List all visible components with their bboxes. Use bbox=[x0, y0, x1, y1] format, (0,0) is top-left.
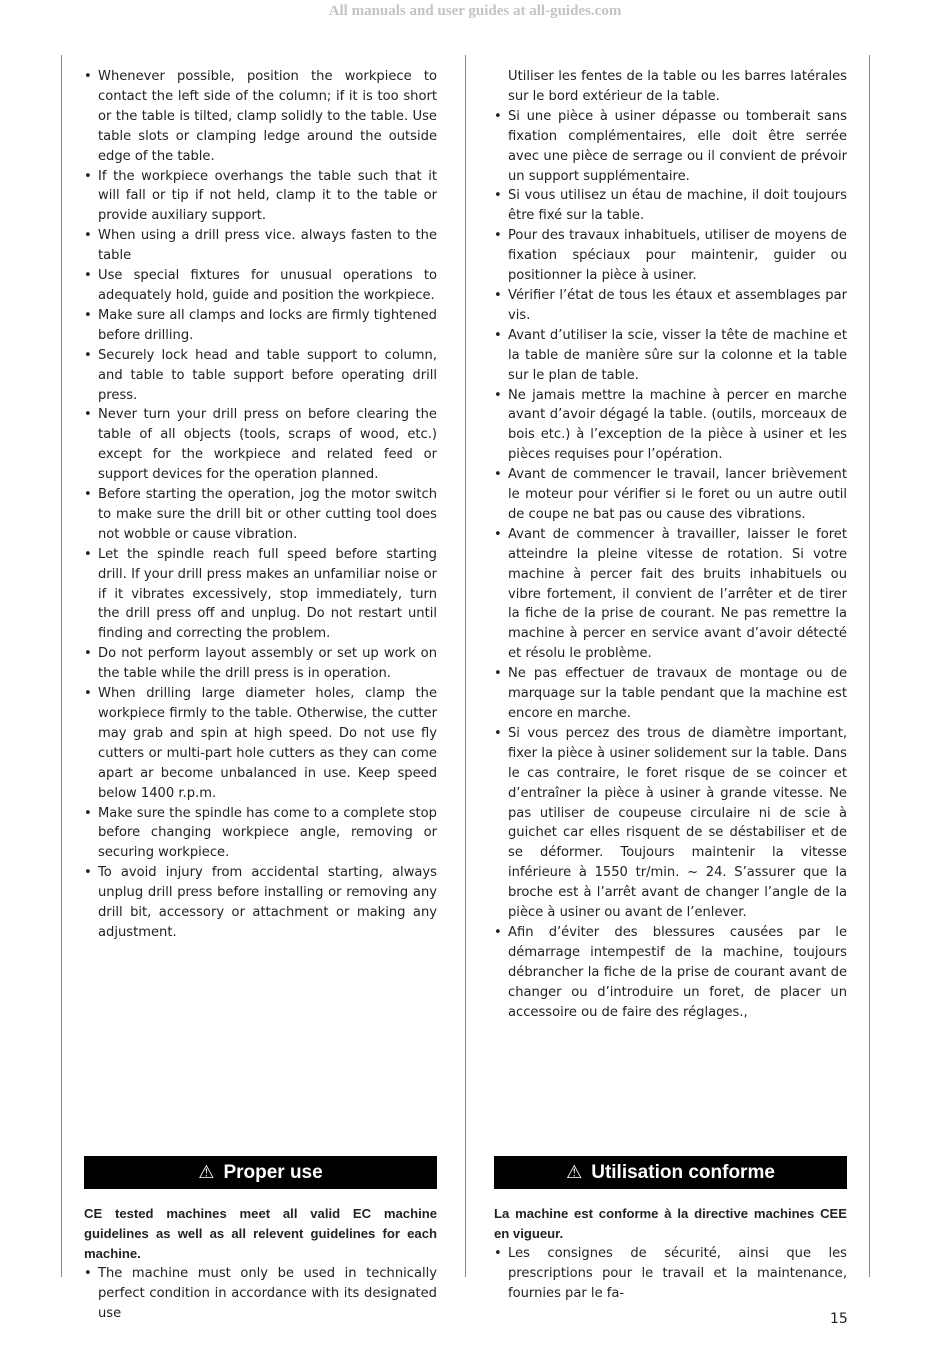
list-item bbox=[84, 1264, 437, 1324]
list-item bbox=[84, 226, 437, 266]
bullet: • bbox=[84, 805, 92, 821]
list-item bbox=[84, 644, 437, 684]
bullet: • bbox=[494, 526, 502, 542]
list-item bbox=[84, 67, 437, 167]
bullet: • bbox=[84, 865, 92, 881]
list-item bbox=[494, 465, 847, 525]
bullet: • bbox=[494, 666, 502, 682]
section-intro: CE tested machines meet all valid EC machine guidelines as well as all relevent guidelines for each machine. bbox=[84, 1206, 437, 1261]
list-item bbox=[494, 525, 847, 664]
list-item bbox=[494, 1244, 847, 1304]
list-item-text: If the workpiece overhangs the table such that it will fall or tip if not held, clamp it to the table or provide auxiliary support. bbox=[98, 168, 437, 224]
left-margin-rule bbox=[61, 55, 62, 1277]
bullet: • bbox=[84, 646, 92, 662]
list-item-text: Never turn your drill press on before clearing the table of all objects (tools, scraps of wood, etc.) except for the workpiece and related feed or support devices for the operation planned. bbox=[98, 407, 437, 483]
bullet: • bbox=[84, 347, 92, 363]
list-item bbox=[84, 167, 437, 227]
proper-use-banner bbox=[84, 1156, 437, 1189]
list-item-text: When using a drill press vice. always fasten to the table bbox=[98, 228, 437, 264]
section-heading: Proper use bbox=[223, 1161, 323, 1183]
section-intro: La machine est conforme à la directive machines CEE en vigueur. bbox=[494, 1206, 847, 1241]
list-item bbox=[84, 266, 437, 306]
bullet: • bbox=[494, 108, 502, 124]
list-item-text: Before starting the operation, jog the motor switch to make sure the drill bit or other cutting tool does not wobble or cause vibration. bbox=[98, 487, 437, 542]
bullet: • bbox=[494, 725, 502, 741]
utilisation-conforme-banner bbox=[494, 1156, 847, 1189]
right-bullet-list bbox=[494, 107, 847, 1023]
list-item-text: Les consignes de sécurité, ainsi que les prescriptions pour le travail et la maintenance, fournies par le fa- bbox=[508, 1245, 847, 1301]
list-item bbox=[494, 186, 847, 226]
bullet: • bbox=[84, 407, 92, 423]
list-item-text: Make sure the spindle has come to a complete stop before changing workpiece angle, removing or securing workpiece. bbox=[98, 805, 437, 861]
watermark: All manuals and user guides at all-guides.com bbox=[328, 3, 622, 19]
list-item-text: Ne jamais mettre la machine à percer en marche avant d’avoir dégagé la table. (outils, morceaux de bois etc.) à l’exception de la pièce à usiner et les pièces requises pour l’opération. bbox=[508, 387, 847, 463]
list-item bbox=[84, 306, 437, 346]
bullet: • bbox=[84, 69, 92, 84]
list-item-text: Let the spindle reach full speed before starting drill. If your drill press makes an unfamiliar noise or if it vibrates excessively, stop immediately, turn the drill press off and unplug. Do not restart until finding and correcting the problem. bbox=[98, 546, 437, 642]
section-heading: Utilisation conforme bbox=[591, 1161, 775, 1183]
list-item-text: Avant d’utiliser la scie, visser la tête de machine et la table de manière sûre sur la colonne et la table sur le plan de table. bbox=[508, 327, 847, 383]
list-item bbox=[84, 545, 437, 645]
bullet: • bbox=[494, 287, 502, 303]
list-item-text: Si vous percez des trous de diamètre important, fixer la pièce à usiner solidement sur la table. Dans le cas contraire, le foret risque de se coincer et d’entraîner la pièce à usiner à grande vitesse. Ne pas utiliser de coupeuse circulaire ni de scie à guichet car elles risquent de se déstabiliser et de se déformer. Toujours maintenir la vitesse inférieure à 1550 tr/min. ~ 24. S’assurer que la broche est à l’arrêt avant de changer l’angle de la pièce à usiner ou avant de l’enlever. bbox=[508, 725, 847, 921]
list-item bbox=[494, 386, 847, 466]
list-item bbox=[84, 684, 437, 803]
bullet: • bbox=[494, 188, 502, 204]
list-item-text: Afin d’éviter des blessures causées par le démarrage intempestif de la machine, toujours débrancher la fiche de la prise de courant avant de changer ou d’introduire un foret, de placer un accessoire ou de faire des réglages., bbox=[508, 924, 847, 1020]
list-item-text: When drilling large diameter holes, clamp the workpiece firmly to the table. Otherwise, the cutter may grab and spin at high speed. Do not use fly cutters or multi-part hole cutters as they can come apart ar become unbalanced in use. Keep speed below 1400 r.p.m. bbox=[98, 686, 437, 801]
list-item-text: Vérifier l’état de tous les étaux et assemblages par vis. bbox=[508, 287, 847, 323]
bullet: • bbox=[84, 487, 92, 503]
bullet: • bbox=[84, 268, 92, 284]
warning-icon: ⚠ bbox=[198, 1162, 215, 1182]
list-item-text: Ne pas effectuer de travaux de montage ou de marquage sur la table pendant que la machine est encore en marche. bbox=[508, 666, 847, 721]
bullet: • bbox=[84, 168, 92, 184]
list-item-text: Avant de commencer le travail, lancer brièvement le moteur pour vérifier si le foret ou un autre outil de coupe ne bat pas ou cause des vibrations. bbox=[508, 467, 847, 522]
list-item bbox=[494, 326, 847, 386]
bullet: • bbox=[494, 387, 502, 403]
list-item-text: To avoid injury from accidental starting, always unplug drill press before installing or removing any drill bit, accessory or attachment or making any adjustment. bbox=[98, 865, 437, 940]
list-item-text: Securely lock head and table support to column, and table to table support before operating drill press. bbox=[98, 347, 437, 403]
bullet: • bbox=[494, 467, 502, 483]
warning-icon: ⚠ bbox=[566, 1162, 583, 1182]
section-bullet-list bbox=[84, 1264, 437, 1324]
right-margin-rule bbox=[869, 55, 870, 1277]
bullet: • bbox=[84, 546, 92, 562]
list-item-text: Avant de commencer à travailler, laisser le foret atteindre la pleine vitesse de rotation. Si votre machine à percer fait des bruits inhabituels ou vibre fortement, il convient de l’arrêter et de tirer la fiche de la prise de courant. Ne pas remettre la machine à percer en service avant d’avoir détecté et résolu le problème. bbox=[508, 526, 847, 662]
right-column bbox=[494, 67, 847, 1023]
center-rule bbox=[465, 55, 466, 1277]
continuation-text: Utiliser les fentes de la table ou les barres latérales sur le bord extérieur de la table. bbox=[508, 69, 847, 104]
list-item bbox=[84, 863, 437, 943]
bullet: • bbox=[494, 1245, 502, 1261]
list-item-text: Make sure all clamps and locks are firmly tightened before drilling. bbox=[98, 307, 437, 343]
left-bullet-list bbox=[84, 67, 437, 943]
list-item-text: Pour des travaux inhabituels, utiliser de moyens de fixation spéciaux pour maintenir, guider ou positionner la pièce à usiner. bbox=[508, 228, 847, 284]
utilisation-conforme-section bbox=[494, 1204, 847, 1304]
list-item bbox=[494, 664, 847, 724]
list-item bbox=[494, 107, 847, 187]
bullet: • bbox=[84, 686, 92, 702]
proper-use-section bbox=[84, 1204, 437, 1323]
list-item-text: Si une pièce à usiner dépasse ou tomberait sans fixation complémentaires, elle doit être serrée avec une pièce de serrage ou il convient de prévoir un support supplémentaire. bbox=[508, 108, 847, 184]
list-item bbox=[494, 286, 847, 326]
list-item bbox=[84, 485, 437, 545]
section-bullet-list bbox=[494, 1244, 847, 1304]
bullet: • bbox=[494, 327, 502, 343]
list-item bbox=[84, 346, 437, 406]
list-item bbox=[84, 804, 437, 864]
list-item-text: Whenever possible, position the workpiece to contact the left side of the column; if it is too short or the table is tilted, clamp solidly to the table. Use table slots or clamping ledge around the outside edge of the table. bbox=[98, 69, 437, 164]
list-item bbox=[494, 226, 847, 286]
list-item-text: Do not perform layout assembly or set up work on the table while the drill press is in operation. bbox=[98, 646, 437, 682]
list-item bbox=[494, 724, 847, 923]
bullet: • bbox=[494, 228, 502, 244]
list-item-text: Si vous utilisez un étau de machine, il doit toujours être fixé sur la table. bbox=[508, 188, 847, 224]
list-item-text: Use special fixtures for unusual operations to adequately hold, guide and position the workpiece. bbox=[98, 268, 437, 303]
list-item-text: The machine must only be used in technically perfect condition in accordance with its designated use bbox=[98, 1265, 437, 1321]
bullet: • bbox=[84, 1265, 92, 1281]
bullet: • bbox=[494, 924, 502, 940]
list-item bbox=[494, 923, 847, 1023]
bullet: • bbox=[84, 228, 92, 244]
bullet: • bbox=[84, 307, 92, 323]
page-number: 15 bbox=[830, 1311, 848, 1327]
left-column bbox=[84, 67, 437, 943]
list-item bbox=[84, 405, 437, 485]
